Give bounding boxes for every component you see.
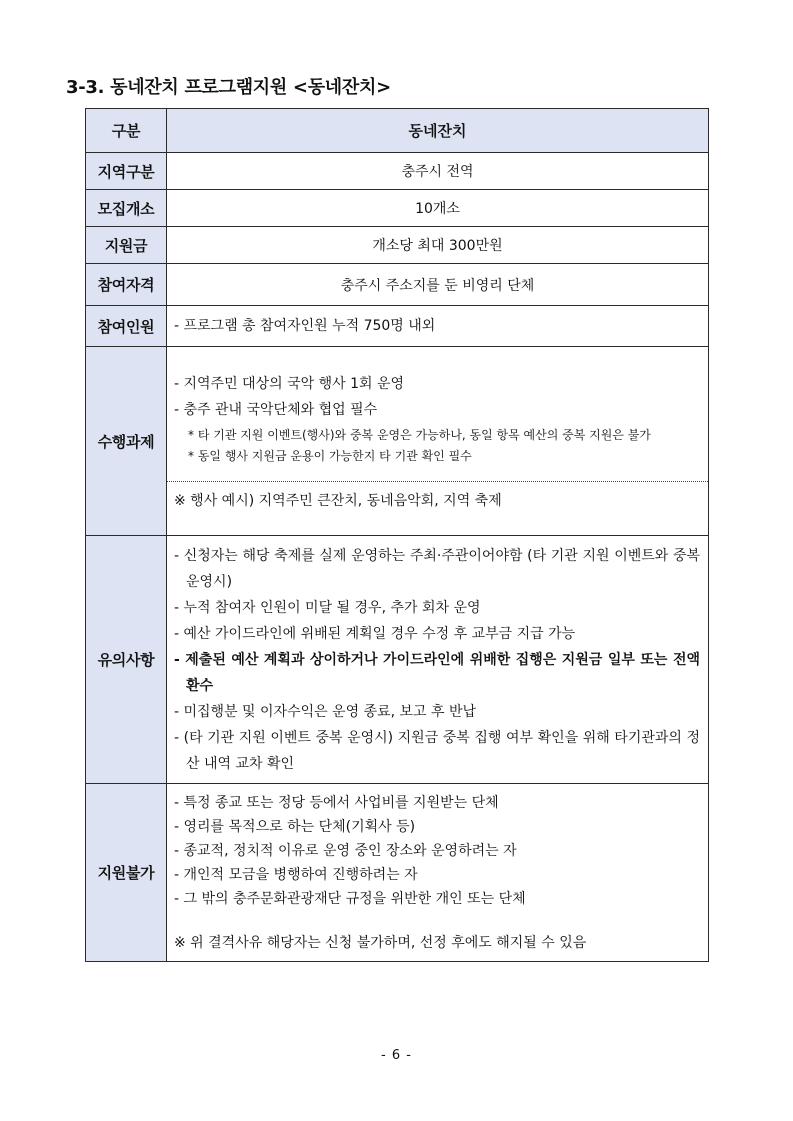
row-value: 개소당 최대 300만원 [167, 227, 709, 264]
list-item: - 누적 참여자 인원이 미달 될 경우, 추가 회차 운영 [174, 599, 481, 616]
note-item: * 동일 행사 지원금 운용이 가능한지 타 기관 확인 필수 [188, 448, 472, 463]
row-grant [86, 227, 709, 264]
row-label: 모집개소 [86, 190, 167, 227]
row-ineligible [86, 784, 709, 962]
list-item: - 제출된 예산 계획과 상이하거나 가이드라인에 위배한 집행은 지원금 일부 또는 전액 환수 [174, 651, 700, 694]
list-item: - (타 기관 지원 이벤트 중복 운영시) 지원금 중복 집행 여부 확인을 위해 타기관과의 정산 내역 교차 확인 [174, 729, 700, 772]
example-text: ※ 행사 예시) 지역주민 큰잔치, 동네음악회, 지역 축제 [174, 492, 502, 509]
section-title: 3-3. 동네잔치 프로그램지원 <동네잔치> [66, 77, 391, 98]
list-item: - 지역주민 대상의 국악 행사 1회 운영 [174, 375, 404, 392]
program-info-table [85, 108, 709, 962]
row-label: 지원불가 [86, 784, 167, 962]
list-item: - 영리를 목적으로 하는 단체(기획사 등) [174, 818, 416, 835]
header-label: 구분 [86, 109, 167, 153]
table-header-row [86, 109, 709, 153]
row-label: 지역구분 [86, 153, 167, 190]
row-participants [86, 306, 709, 347]
list-item: - 충주 관내 국악단체와 협업 필수 [174, 401, 378, 418]
participants-text: - 프로그램 총 참여자인원 누적 750명 내외 [174, 318, 436, 334]
row-value: 충주시 주소지를 둔 비영리 단체 [167, 264, 709, 306]
row-value [167, 306, 709, 347]
row-label: 참여자격 [86, 264, 167, 306]
row-label: 유의사항 [86, 536, 167, 784]
row-value: 10개소 [167, 190, 709, 227]
header-value: 동네잔치 [167, 109, 709, 153]
row-label: 수행과제 [86, 347, 167, 536]
notice-text: ※ 위 결격사유 해당자는 신청 불가하며, 선정 후에도 해지될 수 있음 [174, 934, 587, 951]
list-item: - 개인적 모금을 병행하여 진행하려는 자 [174, 866, 418, 883]
list-item: - 신청자는 해당 축제를 실제 운영하는 주최·주관이어야함 (타 기관 지원 이벤트와 중복 운영시) [174, 547, 700, 590]
row-eligibility [86, 264, 709, 306]
list-item: - 특정 종교 또는 정당 등에서 사업비를 지원받는 단체 [174, 794, 499, 811]
row-label: 지원금 [86, 227, 167, 264]
page-number: - 6 - [381, 1048, 412, 1063]
row-value [167, 784, 709, 962]
row-value [167, 347, 709, 536]
note-item: * 타 기관 지원 이벤트(행사)와 중복 운영은 가능하나, 동일 항목 예산의 중복 지원은 불가 [188, 427, 651, 442]
row-label: 참여인원 [86, 306, 167, 347]
row-cautions [86, 536, 709, 784]
row-tasks [86, 347, 709, 536]
list-item: - 예산 가이드라인에 위배된 계획일 경우 수정 후 교부금 지급 가능 [174, 625, 576, 642]
list-item: - 미집행분 및 이자수익은 운영 종료, 보고 후 반납 [174, 703, 477, 720]
row-recruit [86, 190, 709, 227]
list-item: - 그 밖의 충주문화관광재단 규정을 위반한 개인 또는 단체 [174, 890, 526, 907]
row-value: 충주시 전역 [167, 153, 709, 190]
row-region [86, 153, 709, 190]
row-value [167, 536, 709, 784]
list-item: - 종교적, 정치적 이유로 운영 중인 장소와 운영하려는 자 [174, 842, 517, 859]
